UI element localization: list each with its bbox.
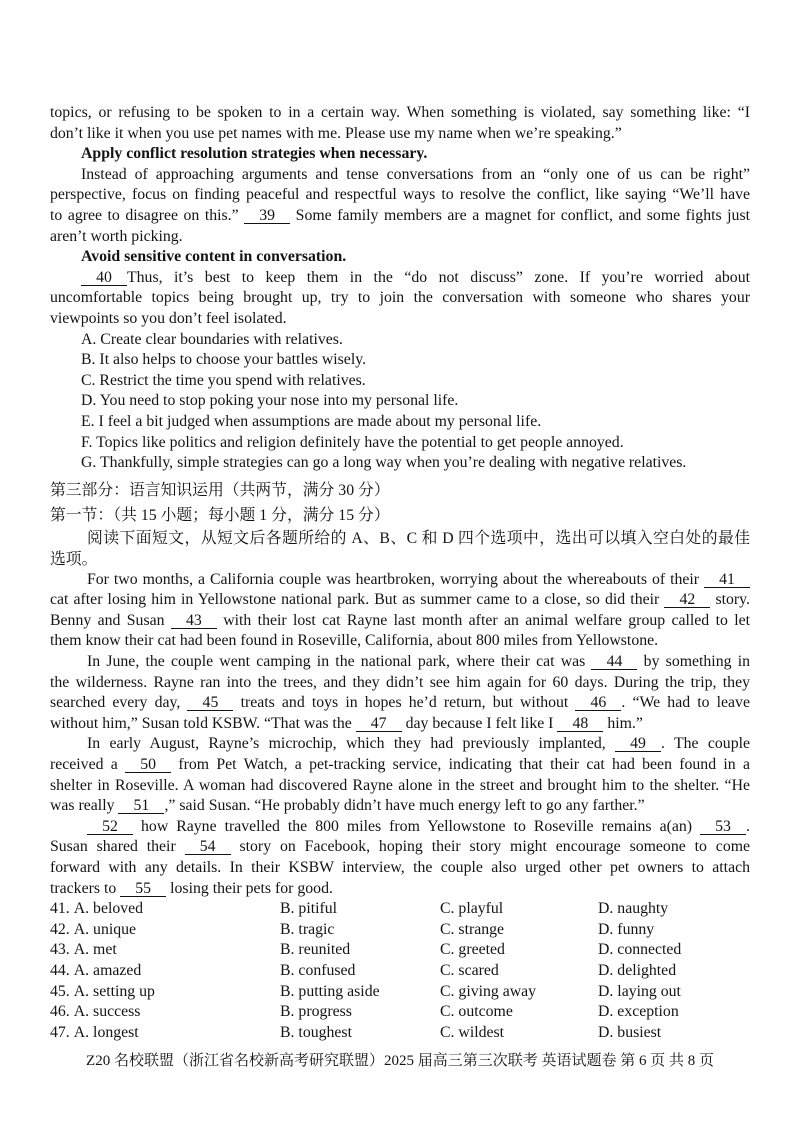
text-run: story on Facebook, hoping their story might encourage someone to come: [230, 838, 751, 856]
text-line: [50, 570, 750, 591]
text-line: [50, 796, 750, 817]
question-47-choices: [50, 1023, 750, 1044]
text-line: forward with any details. In their KSBW interview, the couple also urged other pet owners to attach: [50, 859, 750, 876]
text-line: them know their cat had been found in Roseville, California, about 800 miles from Yellowstone.: [50, 632, 659, 650]
choice-41-C: C. playful: [440, 900, 504, 918]
text-run: In June, the couple went camping in the national park, where their cat was: [87, 653, 592, 671]
text-line: [50, 714, 750, 735]
blank-49: 49: [615, 736, 661, 752]
choice-text: A. unique: [73, 920, 137, 938]
choice-46-D: D. exception: [598, 1003, 679, 1021]
text-run: searched every day,: [50, 694, 188, 712]
text-run: treats and toys in hopes he’d return, but without: [233, 694, 576, 712]
text-run: him.”: [603, 714, 643, 732]
text-run: Some family members are a magnet for conflict, and some fights just: [290, 206, 750, 224]
text-run: trackers to: [50, 879, 121, 897]
question-42-choices: [50, 920, 750, 941]
choice-text: A. beloved: [73, 900, 144, 918]
text-line: [50, 837, 750, 858]
text-run: losing their pets for good.: [166, 879, 333, 897]
choice-44-A: [50, 961, 141, 982]
text-run: cat after losing him in Yellowstone national park. But as summer came to a close, so did their: [50, 591, 665, 609]
text-run: without him,” Susan told KSBW. “That was the: [50, 714, 356, 732]
choice-42-D: D. funny: [598, 920, 655, 938]
part-title: 第三部分：语言知识运用（共两节，满分 30 分）: [50, 481, 390, 499]
choice-44-B: B. confused: [280, 961, 356, 979]
blank-51: 51: [118, 798, 164, 814]
question-43-choices: [50, 940, 750, 961]
text-run: with their lost cat Rayne last month after an animal welfare group called to let: [216, 611, 751, 629]
choice-41-D: D. naughty: [598, 900, 669, 918]
choice-41-B: B. pitiful: [280, 900, 338, 918]
choice-47-A: [50, 1023, 139, 1044]
heading-conflict-resolution: Apply conflict resolution strategies when necessary.: [81, 145, 428, 163]
text-run: . “We had to leave: [621, 694, 750, 712]
choice-42-A: [50, 920, 136, 941]
text-run: Benny and Susan: [50, 611, 171, 629]
choice-43-D: D. connected: [598, 941, 682, 959]
option-B: B. It also helps to choose your battles wisely.: [81, 351, 367, 369]
text-line: [50, 206, 750, 227]
text-line: [50, 879, 750, 900]
choice-42-B: B. tragic: [280, 920, 335, 938]
section-title: 第一节：（共 15 小题；每小题 1 分，满分 15 分）: [50, 506, 390, 524]
choice-45-D: D. laying out: [598, 982, 681, 1000]
question-46-choices: [50, 1002, 750, 1023]
instructions-line: 阅读下面短文，从短文后各题所给的 A、B、C 和 D 四个选项中，选出可以填入空白处的最佳: [87, 529, 750, 547]
choice-41-A: [50, 899, 143, 920]
page-footer: Z20 名校联盟（浙江省名校新高考研究联盟）2025 届高三第三次联考 英语试题卷 第 6 页 共 8 页: [86, 1053, 714, 1070]
question-number: 41.: [50, 900, 70, 918]
blank-42: 42: [664, 592, 710, 608]
text-line: [50, 590, 750, 611]
text-line: Instead of approaching arguments and tense conversations from an “only one of us can be right”: [81, 165, 750, 183]
text-run: to agree to disagree on this.”: [50, 206, 245, 224]
text-line: don’t like it when you use pet names with me. Please use my name when we’re speaking.”: [50, 124, 622, 142]
text-line: [50, 755, 750, 776]
text-line: shelter in Roseville. A woman had discovered Rayne alone in the street and brought him to the shelter. “He: [50, 776, 750, 794]
text-run: Susan shared their: [50, 838, 185, 856]
option-D: D. You need to stop poking your nose into my personal life.: [81, 392, 459, 410]
instructions-line: 选项。: [50, 550, 98, 568]
blank-55: 55: [120, 881, 166, 897]
choice-47-B: B. toughest: [280, 1023, 352, 1041]
option-E: E. I feel a bit judged when assumptions are made about my personal life.: [81, 412, 542, 430]
text-run: day because I felt like I: [401, 714, 558, 732]
choice-text: A. success: [73, 1003, 141, 1021]
text-line: topics, or refusing to be spoken to in a certain way. When something is violated, say something like: “I: [50, 104, 750, 121]
choice-45-B: B. putting aside: [280, 982, 380, 1000]
choice-45-C: C. giving away: [440, 982, 537, 1000]
blank-40: 40: [81, 270, 127, 286]
text-run: from Pet Watch, a pet-tracking service, indicating that their cat had been found in a: [171, 756, 750, 774]
choice-text: A. amazed: [73, 961, 142, 979]
choice-42-C: C. strange: [440, 920, 505, 938]
blank-48: 48: [557, 716, 603, 732]
text-run: . The couple: [661, 735, 750, 753]
text-run: ,” said Susan. “He probably didn’t have much energy left to go any farther.”: [164, 797, 645, 815]
text-line: [50, 611, 750, 632]
question-number: 44.: [50, 961, 70, 979]
blank-50: 50: [125, 757, 171, 773]
blank-43: 43: [171, 613, 217, 629]
option-C: C. Restrict the time you spend with relatives.: [81, 371, 366, 389]
option-A: A. Create clear boundaries with relatives.: [81, 330, 343, 348]
blank-46: 46: [575, 695, 621, 711]
blank-54: 54: [185, 839, 231, 855]
text-run: For two months, a California couple was heartbroken, worrying about the whereabouts of their: [87, 570, 704, 588]
text-line: [50, 817, 750, 838]
heading-sensitive-content: Avoid sensitive content in conversation.: [81, 248, 347, 266]
text-line: aren’t worth picking.: [50, 227, 183, 245]
text-line: [50, 734, 750, 755]
choice-44-C: C. scared: [440, 961, 499, 979]
text-run: story.: [710, 591, 750, 609]
question-45-choices: [50, 982, 750, 1003]
choice-text: A. longest: [73, 1023, 139, 1041]
choice-text: A. setting up: [73, 982, 155, 1000]
text-line: perspective, focus on finding peaceful and respectful ways to resolve the conflict, like saying “We’ll have: [50, 186, 750, 204]
text-line: the wilderness. Rayne ran into the trees, and they didn’t see him again for 60 days. During the trip, they: [50, 673, 750, 691]
choice-46-B: B. progress: [280, 1003, 352, 1021]
question-number: 43.: [50, 941, 70, 959]
blank-41: 41: [704, 572, 750, 588]
text-run: Thus, it’s best to keep them in the “do not discuss” zone. If you’re worried about: [127, 268, 750, 286]
text-run: was really: [50, 797, 119, 815]
text-run: received a: [50, 756, 126, 774]
blank-52: 52: [87, 819, 133, 835]
blank-44: 44: [591, 654, 637, 670]
blank-53: 53: [700, 819, 746, 835]
text-line: [50, 652, 750, 673]
text-line: [50, 693, 750, 714]
text-run: .: [746, 817, 750, 835]
text-run: how Rayne travelled the 800 miles from Yellowstone to Roseville remains a(an): [133, 817, 701, 835]
option-F: F. Topics like politics and religion definitely have the potential to get people annoyed.: [81, 433, 624, 451]
choice-44-D: D. delighted: [598, 961, 677, 979]
choice-47-D: D. busiest: [598, 1023, 662, 1041]
choice-47-C: C. wildest: [440, 1023, 505, 1041]
choice-43-B: B. reunited: [280, 941, 351, 959]
blank-47: 47: [356, 716, 402, 732]
question-number: 45.: [50, 982, 70, 1000]
blank-45: 45: [187, 695, 233, 711]
text-line: uncomfortable topics being brought up, try to join the conversation with someone who shares your: [50, 289, 750, 307]
choice-43-A: [50, 940, 117, 961]
text-line: viewpoints so you don’t feel isolated.: [50, 309, 287, 327]
question-number: 47.: [50, 1023, 70, 1041]
text-run: by something in: [637, 653, 750, 671]
question-number: 46.: [50, 1003, 70, 1021]
question-44-choices: [50, 961, 750, 982]
question-41-choices: [50, 899, 750, 920]
text-run: In early August, Rayne’s microchip, which they had previously implanted,: [87, 735, 616, 753]
choice-43-C: C. greeted: [440, 941, 505, 959]
choice-46-A: [50, 1002, 140, 1023]
option-G: G. Thankfully, simple strategies can go a long way when you’re dealing with negative relatives.: [81, 454, 687, 472]
choice-45-A: [50, 982, 155, 1003]
text-line: [50, 268, 750, 289]
choice-text: A. met: [73, 941, 117, 959]
choice-46-C: C. outcome: [440, 1003, 513, 1021]
blank-39: 39: [244, 208, 290, 224]
question-number: 42.: [50, 920, 70, 938]
